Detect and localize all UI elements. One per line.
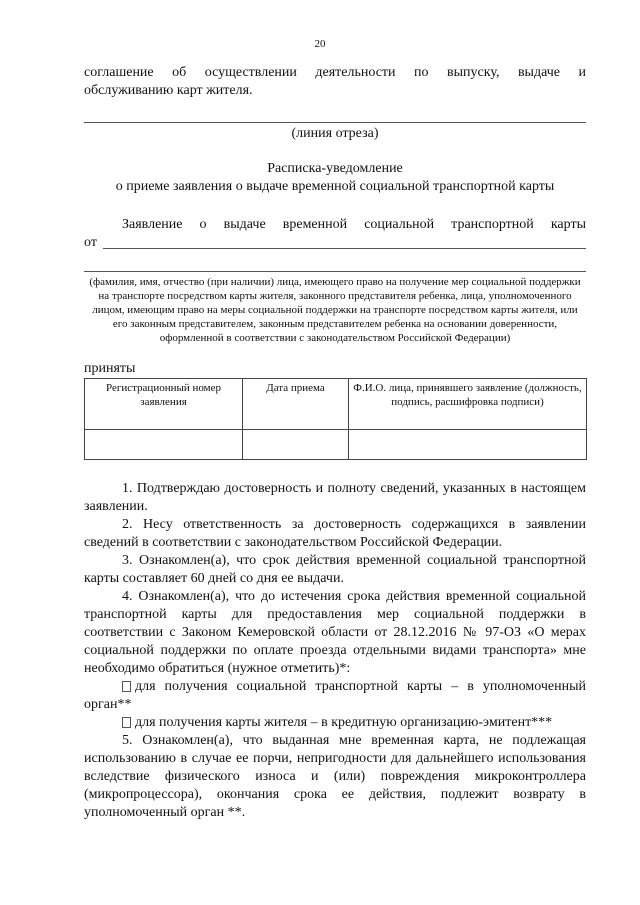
application-from-label: от: [84, 235, 97, 250]
cut-line: [84, 122, 586, 123]
receipt-subtitle: о приеме заявления о выдаче временной социальной транспортной карты: [115, 179, 555, 194]
statement-4: 4. Ознакомлен(а), что до истечения срока действия временной социальной транспортной карты для предоставления мер социальной поддержки в соответствии с Законом Кемеровской области от 28.12.2016 № 97-ОЗ «О мерах социальной поддержки по оплате проезда отдельными видами транспорта» мне необходимо обратиться (нужное отметить)*:: [84, 589, 586, 676]
applicant-name-field[interactable]: [103, 248, 586, 249]
option-2-checkbox[interactable]: [122, 717, 131, 728]
table-header-row: [85, 379, 587, 430]
statement-1: 1. Подтверждаю достоверность и полноту сведений, указанных в настоящем заявлении.: [84, 481, 586, 514]
option-1-text: для получения социальной транспортной карты – в уполномоченный орган**: [84, 679, 586, 712]
accepted-label: приняты: [84, 361, 136, 376]
applicant-field-row: [84, 234, 586, 252]
intro-text-line2: обслуживанию карт жителя.: [84, 83, 253, 98]
option-2-text: для получения карты жителя – в кредитную организацию-эмитент***: [135, 715, 553, 730]
option-1-checkbox[interactable]: [122, 681, 131, 692]
cell-date[interactable]: [243, 430, 349, 460]
cut-line-label: (линия отреза): [291, 126, 379, 141]
page-number: 20: [314, 38, 326, 50]
registration-table: [84, 378, 587, 460]
application-line: Заявление о выдаче временной социальной транспортной карты: [122, 217, 586, 232]
cell-accepted-by[interactable]: [349, 430, 587, 460]
applicant-name-field-2[interactable]: [84, 271, 586, 272]
option-1: [84, 678, 586, 714]
option-2: [84, 714, 586, 732]
receipt-title: Расписка-уведомление: [267, 161, 403, 176]
table-row: [85, 430, 587, 460]
statement-5: 5. Ознакомлен(а), что выданная мне временная карта, не подлежащая использованию в случае ее порчи, непригодности для дальнейшего использования вследствие физического износа и (или) повреждения микроконтроллера (микропроцессора), окончания срока ее действия, подлежит возврату в уполномоченный орган **.: [84, 733, 586, 820]
intro-text-line1: соглашение об осуществлении деятельности по выпуску, выдаче и: [84, 65, 586, 80]
applicant-note: (фамилия, имя, отчество (при наличии) лица, имеющего право на получение мер социальной поддержки на транспорте посредством карты жителя, законного представителя ребенка, лица, уполномоченного лицом, имеющим право на меры социальной поддержки на транспорте посредством карты жителя, или его законным представителем, законным представителем ребенка на основании доверенности, оформленной в соответствии с законодательством Российской Федерации): [89, 276, 581, 344]
header-accepted-by: Ф.И.О. лица, принявшего заявление (должность, подпись, расшифровка подписи): [349, 379, 587, 430]
statements: [84, 480, 586, 822]
statement-2: 2. Несу ответственность за достоверность содержащихся в заявлении сведений в соответствии с законодательством Российской Федерации.: [84, 517, 586, 550]
page-content: [84, 64, 586, 822]
cell-reg-number[interactable]: [85, 430, 243, 460]
statement-3: 3. Ознакомлен(а), что срок действия временной социальной транспортной карты составляет 60 дней со дня ее выдачи.: [84, 553, 586, 586]
header-reg-number: Регистрационный номер заявления: [85, 379, 243, 430]
header-date: Дата приема: [243, 379, 349, 430]
